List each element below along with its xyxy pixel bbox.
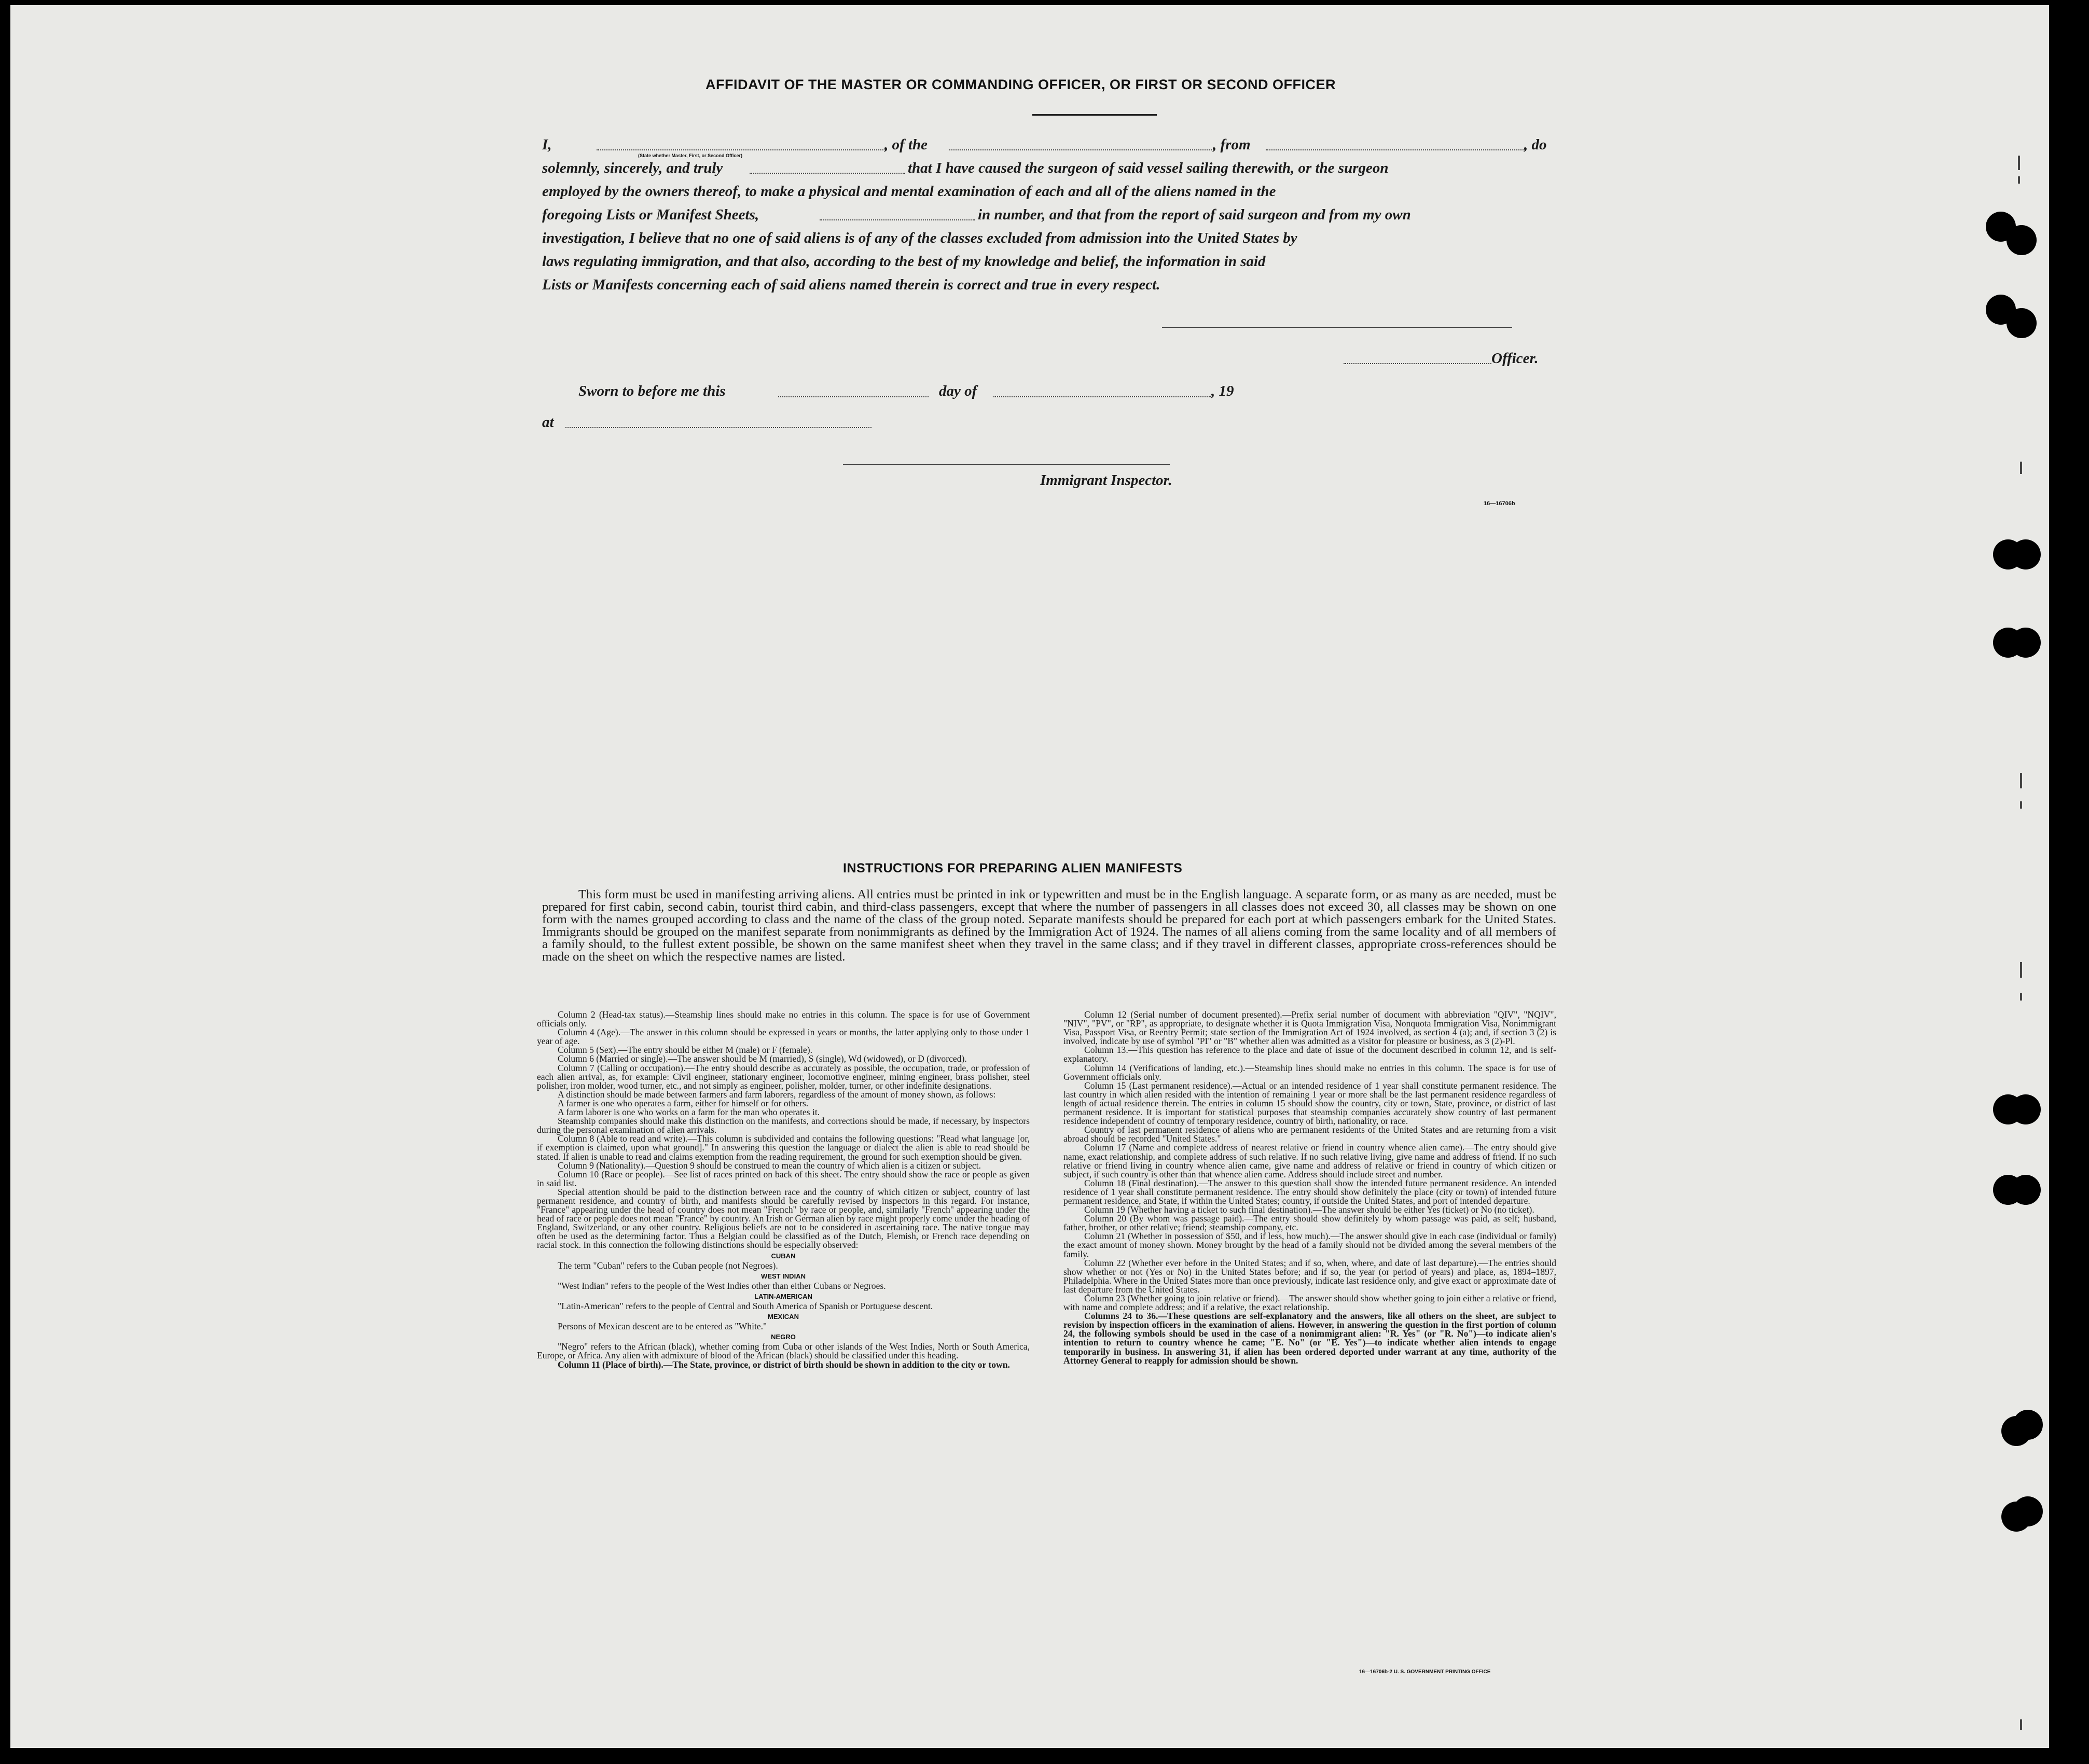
- inspector-signature-line[interactable]: [843, 464, 1170, 465]
- affidavit-of-the: , of the: [884, 136, 928, 153]
- steamship-distinction-text: Steamship companies should make this distinction on the manifests, and corrections should be made, if necessary, by inspectors during the personal examination of alien arrivals.: [537, 1116, 1030, 1135]
- col18-text: Column 18 (Final destination).—The answer to this question shall show the intended future permanent residence. An intended residence of 1 year shall constitute permanent residence. The entry should show definitely the place (city or town) of intended future permanent residence, and State, if within the United States; country, if outside the United States, and port of intended departure.: [1063, 1177, 1556, 1206]
- instructions-intro: This form must be used in manifesting arriving aliens. All entries must be printed in ink or typewritten and must be in the English language. A separate form, or as many as are needed, must be prepared for first cabin, second cabin, tourist third cabin, and third-class passengers, except that where the number of passengers in all classes does not exceed 30, all classes may be shown on one form with the names grouped according to class and the name of the class of the group noted. Separate manifests should be prepared for each port at which passengers embark for the United States. Immigrants should be grouped on the manifest separate from nonimmigrants as defined by the Immigration Act of 1924. The names of all aliens coming from the same locality and of all members of a family should, to the fullest extent possible, be shown on the same manifest sheet when they travel in the same class; and if they travel in different classes, appropriate cross-references should be made on the sheet on which the respective names are listed.: [542, 887, 1556, 964]
- col21-text: Column 21 (Whether in possession of $50, and if less, how much).—The answer should give in each case (individual or family) the exact amount of money shown. Money brought by the head of a family should not be divided among the several members of the family.: [1063, 1231, 1556, 1259]
- day-of-label: day of: [939, 383, 977, 399]
- sworn-label: Sworn to before me this: [578, 383, 726, 399]
- col12-text: Column 12 (Serial number of document presented).—Prefix serial number of document with abbreviation "QIV", "NQIV", "NIV", "PV", or "RP", as appropriate, to designate whether it is Quota Immigration Visa, Nonquota Immigration Visa, Nonimmigrant Visa, Passport Visa, or Reentry Permit; state section of the Immigration Act of 1924 involved, as section 4 (a); and, if section 3 (2) is involved, indicate by use of symbol "PI" or "B" whether alien was admitted as a visitor for pleasure or business, as 3 (2)-Pl.: [1063, 1009, 1556, 1047]
- latin-american-heading: LATIN-AMERICAN: [754, 1292, 812, 1300]
- col4-text: Column 4 (Age).—The answer in this column should be expressed in years or months, the latter applying only to those under 1 year of age.: [537, 1027, 1030, 1047]
- document-sheet: [10, 5, 2049, 1748]
- affidavit-line3: employed by the owners thereof, to make a physical and mental examination of each and all of the aliens named in the: [542, 183, 1276, 200]
- affidavit-i: I,: [542, 136, 552, 153]
- col24-36-text: Columns 24 to 36.—These questions are self-explanatory and the answers, like all others on the sheet, are subject to revision by inspection officers in the examination of aliens. However, in answering the question in the first portion of column 24, the following symbols should be used in the case of a nonimmigrant alien: "R. Yes" (or "R. No")—to indicate alien's intention to return to country whence he came; "E. No" (or "E. Yes")—to indicate whether alien intends to engage temporarily in business. In answering 31, if alien has been ordered deported under warrant at any time, authority of the Attorney General to reapply for admission should be shown.: [1063, 1311, 1556, 1366]
- edge-mark: [2020, 801, 2022, 809]
- farm-laborer-definition: A farm laborer is one who works on a farm for the man who operates it.: [558, 1107, 820, 1118]
- officer-signature-line[interactable]: [1162, 327, 1512, 328]
- affidavit-solemnly: solemnly, sincerely, and truly: [542, 160, 723, 176]
- instructions-title: INSTRUCTIONS FOR PREPARING ALIEN MANIFESTS: [843, 861, 1183, 876]
- port-from-field[interactable]: [1266, 149, 1525, 150]
- latin-american-text: "Latin-American" refers to the people of Central and South America of Spanish or Portuguese descent.: [558, 1301, 933, 1311]
- affidavit-title: AFFIDAVIT OF THE MASTER OR COMMANDING OFFICER, OR FIRST OR SECOND OFFICER: [705, 77, 1336, 92]
- col10-text: Column 10 (Race or people).—See list of races printed on back of this sheet. The entry should show the race or people as given in said list.: [537, 1169, 1030, 1188]
- col6-text: Column 6 (Married or single).—The answer should be M (married), S (single), Wd (widowed), or D (divorced).: [558, 1053, 967, 1064]
- col7-text: Column 7 (Calling or occupation).—The entry should describe as accurately as possible, the occupation, trade, or profession of each alien arrival, as, for example: Civil engineer, stationary engineer, locomotive engineer, mining engineer, brass polisher, steel polisher, iron molder, wood turner, etc., and not simply as engineer, polisher, molder, turner, or other indefinite designations.: [537, 1062, 1030, 1091]
- col22-text: Column 22 (Whether ever before in the United States; and if so, when, where, and date of last departure).—The entries should show whether or not (Yes or No) in the United States before; and if so, the year (or period of years) and place, as, 1894–1897, Philadelphia. Where in the United States more than once previously, indicate last residence only, and give exact or approximate date of last departure from the United States.: [1063, 1257, 1556, 1295]
- mexican-heading: MEXICAN: [768, 1313, 799, 1321]
- col23-text: Column 23 (Whether going to join relative or friend).—The answer should show whether going to join either a relative or friend, with name and complete address; and if a relative, the exact relationship.: [1063, 1293, 1556, 1313]
- form-number: 16—16706b: [1484, 501, 1515, 507]
- affidavit-innumber: in number, and that from the report of said surgeon and from my own: [978, 206, 1411, 223]
- binder-hole: [2007, 308, 2037, 338]
- negro-text: "Negro" refers to the African (black), whether coming from Cuba or other islands of the West Indies, North or South America, Europe, or Africa. Any alien with admixture of blood of the African (black) should be classified under this heading.: [537, 1341, 1030, 1361]
- edge-mark: [2020, 1719, 2022, 1730]
- edge-mark: [2020, 462, 2022, 474]
- affidavit-from: , from: [1213, 136, 1251, 153]
- col20-text: Column 20 (By whom was passage paid).—The entry should show definitely by whom passage was paid, as self; husband, father, brother, or other relative; friend; steamship company, etc.: [1063, 1213, 1556, 1233]
- sworn-month-field[interactable]: [993, 396, 1211, 397]
- mexican-text: Persons of Mexican descent are to be entered as "White.": [558, 1321, 767, 1332]
- cuban-heading: CUBAN: [771, 1252, 796, 1260]
- race-distinction-text: Special attention should be paid to the distinction between race and the country of which citizen or subject, country of last permanent residence, and country of birth, and manifests should be carefully revised by inspectors in this regard. For instance, "France" appearing under the head of country does not mean "French" by race or people, and, similarly "French" appearing under the head of race or people does not mean "France" by country. An Irish or German alien by race might properly come under the heading of England, Switzerland, or any other country. Religious beliefs are not to be considered in ascertaining race. The native tongue may often be used as the determining factor. Thus a Belgian could be classified as of the Dutch, Flemish, or French race depending on racial stock. In this connection the following distinctions should be especially observed:: [537, 1186, 1030, 1251]
- binder-hole: [2011, 539, 2041, 570]
- officer-label: Officer.: [1491, 350, 1539, 367]
- col5-text: Column 5 (Sex).—The entry should be either M (male) or F (female).: [558, 1045, 813, 1055]
- officer-rank-field[interactable]: [597, 149, 887, 150]
- edge-mark: [2020, 993, 2022, 1001]
- farmer-distinction-text: A distinction should be made between farmers and farm laborers, regardless of the amount of money shown, as follows:: [558, 1089, 996, 1100]
- col19-text: Column 19 (Whether having a ticket to such final destination).—The answer should be either Yes (ticket) or No (no ticket).: [1084, 1204, 1534, 1215]
- sworn-place-field[interactable]: [565, 427, 871, 428]
- col9-text: Column 9 (Nationality).—Question 9 should be construed to mean the country of which alien is a citizen or subject.: [558, 1160, 981, 1171]
- edge-mark: [2020, 962, 2022, 978]
- negro-heading: NEGRO: [771, 1333, 796, 1341]
- binder-hole: [2011, 628, 2041, 658]
- affidavit-line7: Lists or Manifests concerning each of said aliens named therein is correct and true in every respect.: [542, 276, 1160, 293]
- title-rule: [1032, 114, 1157, 116]
- col14-text: Column 14 (Verifications of landing, etc.).—Steamship lines should make no entries in this column. The space is for use of Government officials only.: [1063, 1062, 1556, 1082]
- vessel-name-field[interactable]: [949, 149, 1214, 150]
- sheet-count-field[interactable]: [820, 219, 975, 220]
- col11-text: Column 11 (Place of birth).—The State, province, or district of birth should be shown in addition to the city or town.: [558, 1359, 1010, 1370]
- edge-mark: [2020, 773, 2022, 788]
- binder-hole: [2013, 1496, 2043, 1526]
- instructions-left-column: [537, 1010, 1030, 1369]
- officer-title-field[interactable]: [1344, 363, 1491, 364]
- swear-or-affirm-field[interactable]: [750, 173, 905, 174]
- sworn-day-field[interactable]: [778, 396, 929, 397]
- col15-text: Column 15 (Last permanent residence).—Actual or an intended residence of 1 year shall constitute permanent residence. The last country in which alien resided with the intention of remaining 1 year or more shall be the last permanent residence regardless of length of actual residence therein. The entries in column 15 should show the country, city or town, State, province, or district of last permanent residence. It is important for statistical purposes that steamship companies accurately show country of last permanent residence independent of country of temporary residence, country of birth, nationality, or race.: [1063, 1080, 1556, 1127]
- at-label: at: [542, 414, 554, 430]
- binder-hole: [2011, 1094, 2041, 1124]
- cuban-text: The term "Cuban" refers to the Cuban people (not Negroes).: [558, 1260, 778, 1271]
- affidavit-line6: laws regulating immigration, and that also, according to the best of my knowledge and belief, the information in said: [542, 253, 1266, 270]
- col15-us-text: Country of last permanent residence of aliens who are permanent residents of the United States and are returning from a visit abroad should be recorded "United States.": [1063, 1124, 1556, 1144]
- year-label: , 19: [1211, 383, 1234, 399]
- binder-hole: [2007, 225, 2037, 255]
- col13-text: Column 13.—This question has reference to the place and date of issue of the document described in column 12, and is self-explanatory.: [1063, 1045, 1556, 1064]
- west-indian-heading: WEST INDIAN: [761, 1272, 806, 1280]
- affidavit-surgeon: that I have caused the surgeon of said vessel sailing therewith, or the surgeon: [908, 160, 1389, 176]
- affidavit-line5: investigation, I believe that no one of said aliens is of any of the classes excluded from admission into the United States by: [542, 230, 1297, 246]
- col2-text: Column 2 (Head-tax status).—Steamship lines should make no entries in this column. The space is for use of Government officials only.: [537, 1009, 1030, 1029]
- col17-text: Column 17 (Name and complete address of nearest relative or friend in country whence alien came).—The entry should give name, exact relationship, and complete address of such relative. If no such relative living, give name and address of friend. If no such relative or friend living in country whence alien came, give name and address of relative or friend in country of which citizen or subject, if such country is other than that whence alien came. Address should include street and number.: [1063, 1142, 1556, 1179]
- binder-hole: [2013, 1410, 2043, 1440]
- edge-mark: [2018, 176, 2020, 184]
- col8-text: Column 8 (Able to read and write).—This column is subdivided and contains the following questions: "Read what language [or, if exemption is claimed, upon what ground]." In answering this question the language or dialect the alien is able to read should be stated. If alien is unable to read and claims exemption from the reading requirement, the ground for such exemption should be given.: [537, 1133, 1030, 1162]
- printing-office-footer: 16—16706b-2 U. S. GOVERNMENT PRINTING OFFICE: [1359, 1669, 1491, 1675]
- binder-hole: [2011, 1175, 2041, 1205]
- instructions-right-column: [1063, 1010, 1556, 1365]
- state-note: (State whether Master, First, or Second Officer): [638, 153, 743, 158]
- affidavit-do: , do: [1524, 136, 1547, 153]
- affidavit-foregoing: foregoing Lists or Manifest Sheets,: [542, 206, 759, 223]
- west-indian-text: "West Indian" refers to the people of the West Indies other than either Cubans or Negroes.: [558, 1280, 886, 1291]
- inspector-label: Immigrant Inspector.: [1040, 472, 1172, 489]
- edge-mark: [2018, 156, 2020, 170]
- farmer-definition: A farmer is one who operates a farm, either for himself or for others.: [558, 1098, 809, 1108]
